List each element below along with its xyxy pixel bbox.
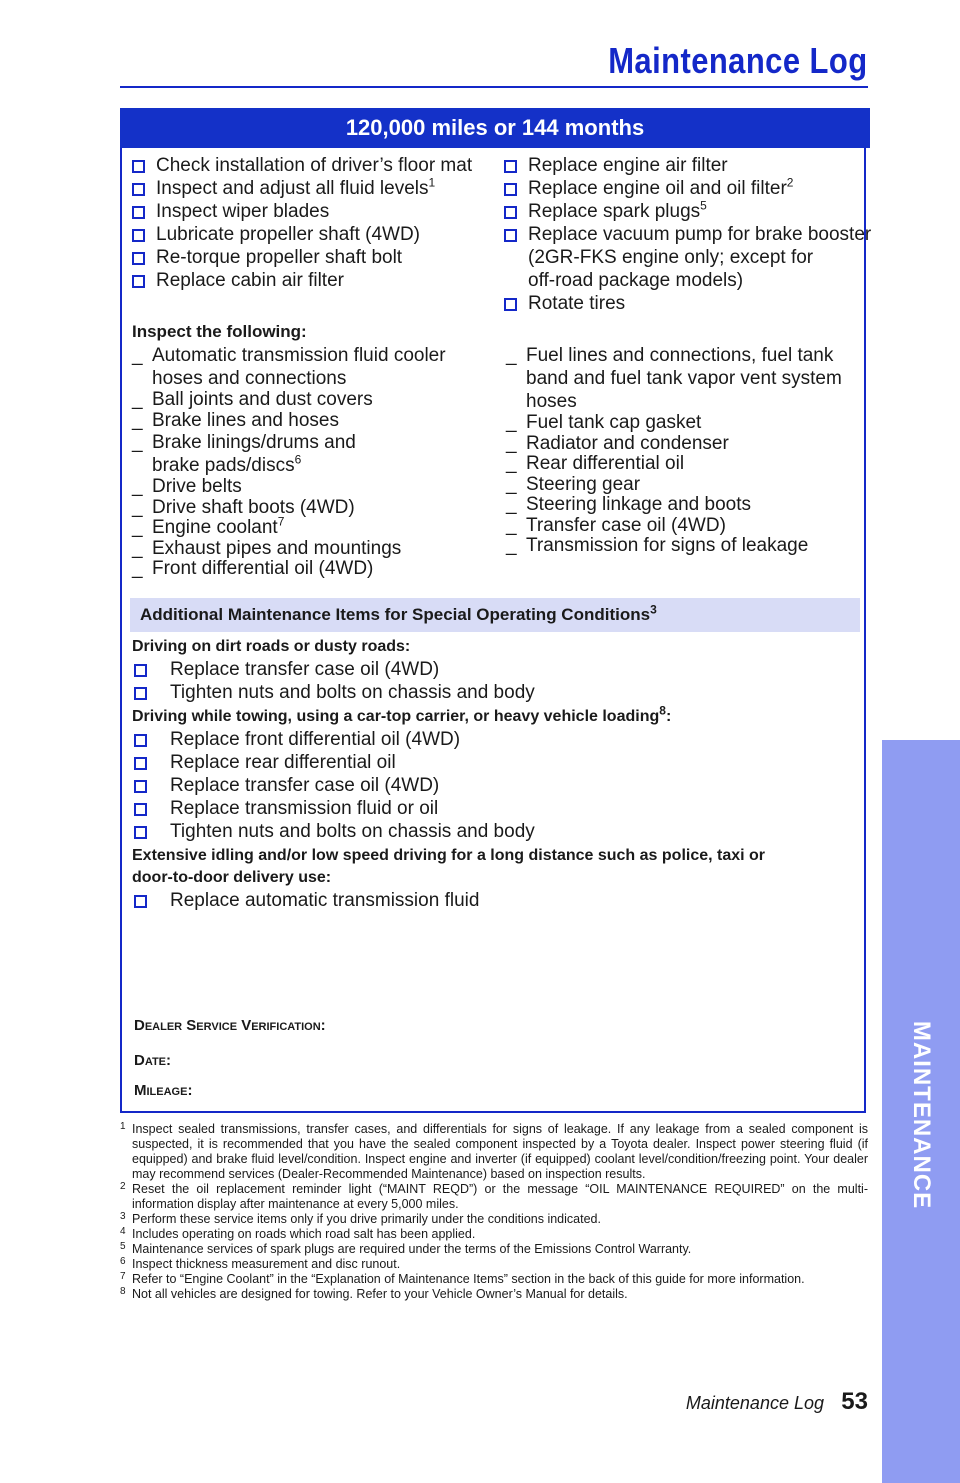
checkbox[interactable]	[504, 229, 517, 242]
mileage-label: Mileage:	[134, 1082, 193, 1099]
condition-item: Tighten nuts and bolts on chassis and body	[132, 820, 852, 843]
inspect-item: _ Fuel tank cap gasket	[506, 412, 702, 433]
check-item: Replace engine air filter	[502, 154, 862, 177]
page-title: Maintenance Log	[608, 40, 868, 81]
inspect-item: _ Transfer case oil (4WD)	[506, 514, 726, 536]
condition-heading: Driving while towing, using a car-top carrier, or heavy vehicle loading$^8$:	[132, 703, 672, 725]
checkbox[interactable]	[134, 687, 147, 700]
check-item: Rotate tires	[502, 292, 862, 315]
checkbox[interactable]	[134, 826, 147, 839]
inspect-item: _ Drive shaft boots (4WD)	[132, 496, 355, 518]
check-item: Replace cabin air filter	[130, 269, 490, 292]
footnote: 3 Perform these service items only if you drive primarily under the conditions indicated.	[120, 1211, 601, 1226]
inspect-heading: Inspect the following:	[132, 322, 307, 341]
inspect-item: _ Automatic transmission fluid cooler hoses and connections	[132, 345, 446, 389]
check-item: Lubricate propeller shaft (4WD)	[130, 223, 490, 246]
check-item: Inspect and adjust all fluid levels$^1$	[130, 177, 490, 200]
additional-items-band: Additional Maintenance Items for Special Operating Conditions$^3$	[130, 598, 860, 632]
footnote: 8 Not all vehicles are designed for towing. Refer to your Vehicle Owner’s Manual for details.	[120, 1286, 628, 1301]
condition-heading: Driving on dirt roads or dusty roads:	[132, 638, 411, 655]
title-rule	[120, 86, 868, 88]
condition-item: Tighten nuts and bolts on chassis and body	[132, 681, 852, 704]
inspect-item: _ Ball joints and dust covers	[132, 389, 373, 410]
checkbox[interactable]	[504, 183, 517, 196]
footnote: 7 Refer to “Engine Coolant” in the “Explanation of Maintenance Items” section in the back of this guide for more information.	[120, 1271, 805, 1286]
condition-item: Replace transfer case oil (4WD)	[132, 774, 852, 797]
inspect-item: _ Rear differential oil	[506, 453, 685, 474]
condition-item: Replace rear differential oil	[132, 751, 852, 774]
checkbox[interactable]	[134, 757, 147, 770]
checkbox[interactable]	[132, 160, 145, 173]
checklist-left	[130, 154, 490, 292]
side-tab	[882, 740, 960, 1483]
check-item: Replace engine oil and oil filter$^2$	[502, 177, 862, 200]
checkbox[interactable]	[132, 183, 145, 196]
condition-item: Replace transmission fluid or oil	[132, 797, 852, 820]
inspect-item: _ Fuel lines and connections, fuel tank band and fuel tank vapor vent system hoses	[506, 345, 842, 412]
checkbox[interactable]	[134, 734, 147, 747]
checkbox[interactable]	[504, 298, 517, 311]
inspect-list-right	[504, 344, 842, 557]
inspect-item: _ Brake lines and hoses	[132, 409, 339, 431]
footnote: 5 Maintenance services of spark plugs are required under the terms of the Emissions Control Warranty.	[120, 1241, 692, 1256]
condition-item: Replace automatic transmission fluid	[132, 889, 852, 912]
side-tab-label: MAINTENANCE	[908, 1020, 935, 1210]
condition-item: Replace transfer case oil (4WD)	[132, 658, 852, 681]
checkbox[interactable]	[132, 229, 145, 242]
dealer-verification-label: Dealer Service Verification:	[134, 1017, 326, 1034]
date-label: Date:	[134, 1052, 172, 1069]
check-item: Replace vacuum pump for brake booster (2GR-FKS engine only; except for off-road package models)	[502, 223, 862, 292]
inspect-list-left	[130, 344, 446, 580]
footer-section-label: Maintenance Log	[685, 1393, 824, 1413]
checkbox[interactable]	[134, 664, 147, 677]
checkbox[interactable]	[504, 206, 517, 219]
check-item: Inspect wiper blades	[130, 200, 490, 223]
inspect-item: _ Front differential oil (4WD)	[132, 558, 374, 579]
inspect-item: _ Drive belts	[132, 476, 242, 497]
check-item: Check installation of driver’s floor mat	[130, 154, 490, 177]
inspect-item: _ Brake linings/drums and brake pads/discs$^6$	[132, 432, 356, 476]
footnote: 4 Includes operating on roads which road salt has been applied.	[120, 1226, 476, 1241]
condition-heading: Extensive idling and/or low speed driving for a long distance such as police, taxi or door-to-door delivery use:	[132, 847, 766, 886]
inspect-item: _ Radiator and condenser	[506, 432, 729, 454]
inspect-item: _ Transmission for signs of leakage	[506, 535, 809, 556]
check-item: Re-torque propeller shaft bolt	[130, 246, 490, 269]
interval-header: 120,000 miles or 144 months	[120, 108, 870, 148]
checkbox[interactable]	[134, 803, 147, 816]
footnote: 1 Inspect sealed transmissions, transfer cases, and differentials for signs of leakage. If any leakage from a sealed component is suspected, it is recommended that you have the sealed component inspected by a Toyota dealer. Inspect power steering fluid (if equipped) and brake fluid level/condition. Inspect engine and inverter (if equipped) coolant level/condition/freezing point. Your dealer may recommend services (Dealer-Recommended Maintenance) based on inspection results.	[120, 1121, 868, 1181]
maintenance-log-box	[120, 108, 872, 1113]
footnote: 2 Reset the oil replacement reminder light (“MAINT REQD”) or the message “OIL MAINTENANCE REQUIRED” on the multi-information display after maintenance at every 5,000 miles.	[120, 1181, 868, 1211]
inspect-item: _ Engine coolant$^7$	[132, 514, 285, 538]
condition-item: Replace front differential oil (4WD)	[132, 728, 852, 751]
checkbox[interactable]	[132, 206, 145, 219]
check-item: Replace spark plugs$^5$	[502, 200, 862, 223]
checkbox[interactable]	[134, 895, 147, 908]
checkbox[interactable]	[134, 780, 147, 793]
checkbox[interactable]	[132, 252, 145, 265]
inspect-item: _ Steering linkage and boots	[506, 494, 751, 515]
special-conditions	[132, 634, 852, 912]
checkbox[interactable]	[504, 160, 517, 173]
page-number: 53	[841, 1388, 868, 1415]
checkbox[interactable]	[132, 275, 145, 288]
footnote: 6 Inspect thickness measurement and disc runout.	[120, 1256, 401, 1271]
checklist-right	[502, 154, 872, 315]
inspect-item: _ Exhaust pipes and mountings	[132, 537, 402, 559]
inspect-item: _ Steering gear	[506, 473, 641, 495]
footnotes	[120, 1122, 868, 1302]
